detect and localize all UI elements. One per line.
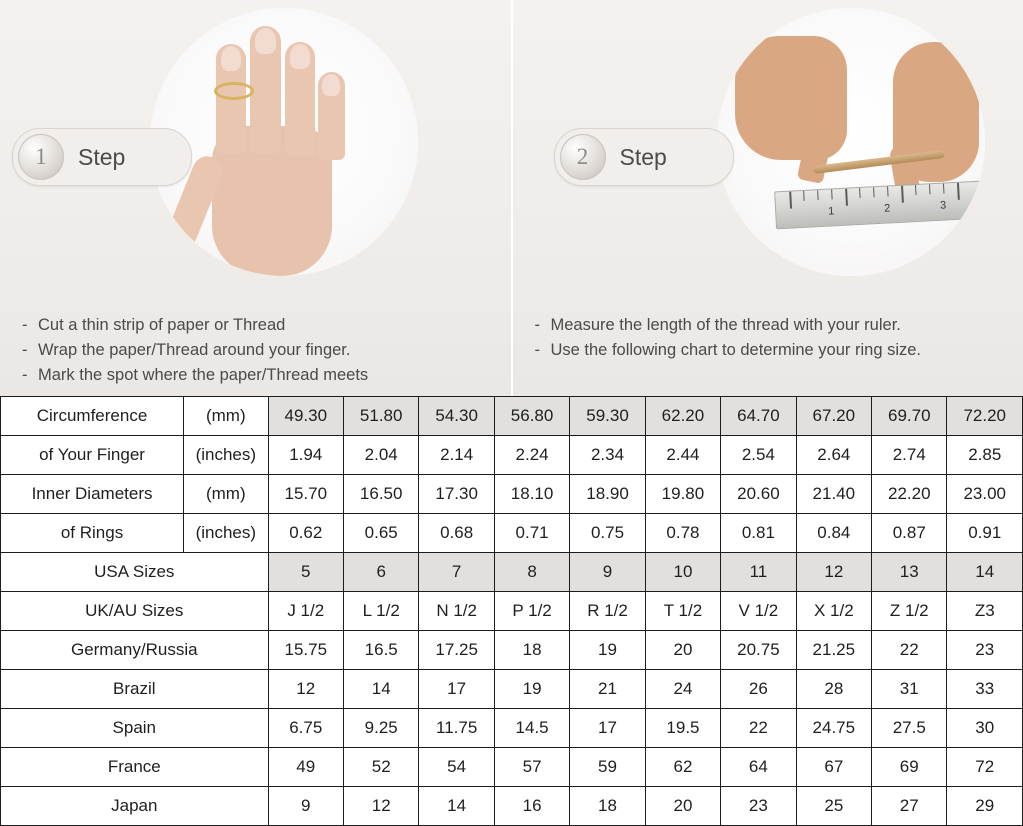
cell: 0.75 <box>570 514 645 553</box>
cell: 64 <box>721 748 796 787</box>
cell: 19.5 <box>645 709 720 748</box>
cell: 57 <box>494 748 569 787</box>
ruler-number-3: 3 <box>939 199 947 212</box>
cell: 20 <box>645 787 720 826</box>
cell: 31 <box>872 670 947 709</box>
cell: 2.44 <box>645 436 720 475</box>
row-label-uk-au-sizes: UK/AU Sizes <box>1 592 269 631</box>
cell: Z 1/2 <box>872 592 947 631</box>
bullet-dash-icon: - <box>22 341 28 359</box>
list-item <box>535 338 1005 363</box>
step-panel-1 <box>0 0 513 396</box>
table-row <box>1 748 1023 787</box>
cell: 9 <box>268 787 343 826</box>
cell: 14 <box>343 670 418 709</box>
cell: 54.30 <box>419 397 494 436</box>
cell: 5 <box>268 553 343 592</box>
cell: 27.5 <box>872 709 947 748</box>
table-row <box>1 436 1023 475</box>
step-1-bullet-2: Wrap the paper/Thread around your finger. <box>38 341 351 359</box>
cell: 2.34 <box>570 436 645 475</box>
cell: 15.70 <box>268 475 343 514</box>
row-label-japan: Japan <box>1 787 269 826</box>
step-1-badge <box>12 128 192 186</box>
cell: 9 <box>570 553 645 592</box>
cell: R 1/2 <box>570 592 645 631</box>
cell: 33 <box>947 670 1023 709</box>
row-label-circumference: Circumference <box>1 397 184 436</box>
cell: 2.14 <box>419 436 494 475</box>
cell: 19 <box>570 631 645 670</box>
hand-nail-ring <box>290 44 310 69</box>
cell: 19 <box>494 670 569 709</box>
cell: X 1/2 <box>796 592 871 631</box>
cell: 2.54 <box>721 436 796 475</box>
cell: 0.87 <box>872 514 947 553</box>
step-1-label: Step <box>78 143 126 170</box>
cell: 24 <box>645 670 720 709</box>
cell: 12 <box>796 553 871 592</box>
table-row <box>1 475 1023 514</box>
ring-size-table <box>0 396 1023 826</box>
paper-strip-ring <box>214 82 254 100</box>
step-2-bullet-1: Measure the length of the thread with your ruler. <box>550 316 901 334</box>
cell: 69 <box>872 748 947 787</box>
table-row <box>1 592 1023 631</box>
cell: 29 <box>947 787 1023 826</box>
row-unit: (mm) <box>184 475 268 514</box>
cell: L 1/2 <box>343 592 418 631</box>
cell: 15.75 <box>268 631 343 670</box>
ruler-tick <box>956 183 959 200</box>
cell: 18 <box>494 631 569 670</box>
row-label-inner-diameters: Inner Diameters <box>1 475 184 514</box>
cell: 7 <box>419 553 494 592</box>
table-row <box>1 631 1023 670</box>
cell: 69.70 <box>872 397 947 436</box>
cell: 20 <box>645 631 720 670</box>
cell: 2.24 <box>494 436 569 475</box>
cell: 18.90 <box>570 475 645 514</box>
ruler-tick <box>901 186 904 203</box>
cell: 62.20 <box>645 397 720 436</box>
table-row <box>1 787 1023 826</box>
ruler-tick <box>915 185 917 195</box>
ruler-tick <box>873 187 875 197</box>
cell: V 1/2 <box>721 592 796 631</box>
cell: 28 <box>796 670 871 709</box>
cell: 21.40 <box>796 475 871 514</box>
cell: 67 <box>796 748 871 787</box>
cell: 6 <box>343 553 418 592</box>
ruler-number-2: 2 <box>883 202 891 215</box>
cell: 22.20 <box>872 475 947 514</box>
cell: 24.75 <box>796 709 871 748</box>
cell: 21.25 <box>796 631 871 670</box>
cell: 27 <box>872 787 947 826</box>
row-label-usa-sizes: USA Sizes <box>1 553 269 592</box>
cell: 59 <box>570 748 645 787</box>
cell: T 1/2 <box>645 592 720 631</box>
table-row <box>1 670 1023 709</box>
step-1-bullets <box>22 313 492 388</box>
cell: 62 <box>645 748 720 787</box>
list-item <box>22 313 492 338</box>
cell: 67.20 <box>796 397 871 436</box>
row-unit: (inches) <box>184 436 268 475</box>
cell: 25 <box>796 787 871 826</box>
cell: 52 <box>343 748 418 787</box>
cell: 2.64 <box>796 436 871 475</box>
step-2-photo <box>717 8 985 276</box>
cell: 13 <box>872 553 947 592</box>
cell: 23 <box>947 631 1023 670</box>
row-label-circumference-2: of Your Finger <box>1 436 184 475</box>
steps-section <box>0 0 1023 396</box>
ring-size-table-wrapper <box>0 396 1023 826</box>
cell: 16.5 <box>343 631 418 670</box>
cell: 2.74 <box>872 436 947 475</box>
cell: 54 <box>419 748 494 787</box>
cell: 23.00 <box>947 475 1023 514</box>
step-1-bullet-1: Cut a thin strip of paper or Thread <box>38 316 286 334</box>
table-row <box>1 397 1023 436</box>
cell: 26 <box>721 670 796 709</box>
ruler-tick <box>789 192 792 209</box>
bullet-dash-icon: - <box>22 316 28 334</box>
row-label-spain: Spain <box>1 709 269 748</box>
bullet-dash-icon: - <box>22 366 28 384</box>
step-2-label: Step <box>619 143 667 170</box>
cell: 0.78 <box>645 514 720 553</box>
list-item <box>22 363 492 388</box>
cell: 0.81 <box>721 514 796 553</box>
cell: 9.25 <box>343 709 418 748</box>
ruler-tick <box>817 190 819 200</box>
cell: 22 <box>872 631 947 670</box>
row-label-brazil: Brazil <box>1 670 269 709</box>
ruler-tick <box>942 184 944 194</box>
cell: Z3 <box>947 592 1023 631</box>
cell: 12 <box>343 787 418 826</box>
cell: 18.10 <box>494 475 569 514</box>
row-unit: (mm) <box>184 397 268 436</box>
ruler-tick <box>887 186 889 196</box>
cell: 0.65 <box>343 514 418 553</box>
table-row <box>1 709 1023 748</box>
cell: 56.80 <box>494 397 569 436</box>
list-item <box>535 313 1005 338</box>
bullet-dash-icon: - <box>534 341 540 359</box>
cell: 14.5 <box>494 709 569 748</box>
cell: 17.30 <box>419 475 494 514</box>
table-row <box>1 553 1023 592</box>
cell: 18 <box>570 787 645 826</box>
cell: 49.30 <box>268 397 343 436</box>
cell: 0.84 <box>796 514 871 553</box>
cell: 1.94 <box>268 436 343 475</box>
cell: 14 <box>419 787 494 826</box>
cell: 20.60 <box>721 475 796 514</box>
step-panel-2 <box>513 0 1023 396</box>
cell: 14 <box>947 553 1023 592</box>
cell: 23 <box>721 787 796 826</box>
cell: 64.70 <box>721 397 796 436</box>
ruler-number-1: 1 <box>827 205 835 218</box>
cell: 21 <box>570 670 645 709</box>
cell: 0.62 <box>268 514 343 553</box>
row-unit: (inches) <box>184 514 268 553</box>
cell: 0.91 <box>947 514 1023 553</box>
cell: 2.04 <box>343 436 418 475</box>
row-label-france: France <box>1 748 269 787</box>
cell: 49 <box>268 748 343 787</box>
cell: 11 <box>721 553 796 592</box>
list-item <box>22 338 492 363</box>
table-row <box>1 514 1023 553</box>
bullet-dash-icon: - <box>534 316 540 334</box>
cell: 10 <box>645 553 720 592</box>
cell: 22 <box>721 709 796 748</box>
step-2-bullet-2: Use the following chart to determine your ring size. <box>550 341 922 359</box>
hand-nail-index <box>221 46 241 71</box>
ruler-tick <box>845 189 848 206</box>
cell: 2.85 <box>947 436 1023 475</box>
cell: 0.71 <box>494 514 569 553</box>
ruler-tick <box>831 189 833 199</box>
step-1-bullet-3: Mark the spot where the paper/Thread meets <box>38 366 369 384</box>
cell: N 1/2 <box>419 592 494 631</box>
step-1-number: 1 <box>18 134 64 180</box>
step-2-bullets <box>535 313 1005 363</box>
cell: J 1/2 <box>268 592 343 631</box>
cell: 72 <box>947 748 1023 787</box>
cell: 11.75 <box>419 709 494 748</box>
cell: 17 <box>419 670 494 709</box>
row-label-germany-russia: Germany/Russia <box>1 631 269 670</box>
step-2-number: 2 <box>560 134 606 180</box>
cell: 19.80 <box>645 475 720 514</box>
hand-nail-pinky <box>322 74 340 96</box>
cell: 17 <box>570 709 645 748</box>
cell: 59.30 <box>570 397 645 436</box>
cell: 72.20 <box>947 397 1023 436</box>
cell: 8 <box>494 553 569 592</box>
ruler-tick <box>928 184 930 194</box>
cell: 0.68 <box>419 514 494 553</box>
cell: 16.50 <box>343 475 418 514</box>
row-label-inner-diameters-2: of Rings <box>1 514 184 553</box>
cell: 16 <box>494 787 569 826</box>
cell: 12 <box>268 670 343 709</box>
step-1-photo <box>150 8 418 276</box>
cell: P 1/2 <box>494 592 569 631</box>
cell: 6.75 <box>268 709 343 748</box>
cell: 17.25 <box>419 631 494 670</box>
hand-nail-middle <box>255 28 276 54</box>
step-2-badge <box>554 128 734 186</box>
cell: 51.80 <box>343 397 418 436</box>
cell: 30 <box>947 709 1023 748</box>
ruler-tick <box>859 188 861 198</box>
ruler-tick <box>803 191 805 201</box>
cell: 20.75 <box>721 631 796 670</box>
